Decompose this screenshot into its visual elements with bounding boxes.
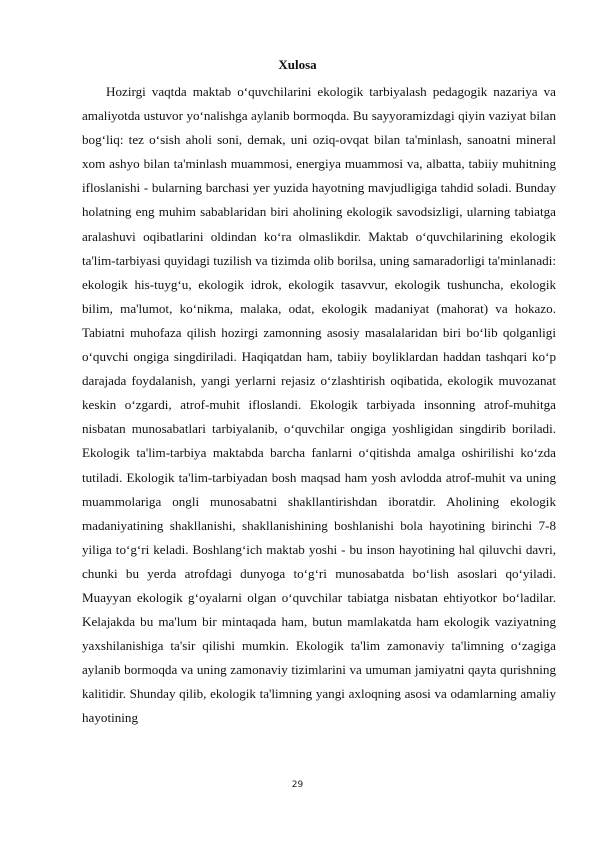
section-title: Xulosa — [278, 57, 317, 72]
body-paragraph: Hozirgi vaqtda maktab o‘quvchilarini ekologik tarbiyalash pedagogik nazariya va amaliyotda ustuvor yo‘nalishga aylanib bormoqda. Bu sayyoramizdagi qiyin vaziyat bilan bog‘liq: tez o‘sish aholi soni, demak, uni oziq-ovqat bilan ta'minlash, sanoatni mineral xom ashyo bilan ta'minlash muammosi, energiya muammosi va, albatta, tabiiy muhitning ifloslanishi - bularning barchasi yer yuzida hayotning mavjudligiga tahdid soladi. Bunday holatning eng muhim sabablaridan biri aholining ekologik savodsizligi, ularning tabiatga aralashuvi oqibatlarini oldindan ko‘ra olmaslikdir. Maktab o‘quvchilarining ekologik ta'lim-tarbiyasi quyidagi tuzilish va tizimda olib borilsa, uning samaradorligi ta'minlanadi: ekologik his-tuyg‘u, ekologik idrok, ekologik tasavvur, ekologik tushuncha, ekologik bilim, ma'lumot, ko‘nikma, malaka, odat, ekologik madaniyat (mahorat) va hokazo. Tabiatni muhofaza qilish hozirgi zamonning asosiy masalalaridan biri bo‘lib qolganligi o‘quvchi ongiga singdiriladi. Haqiqatdan ham, tabiiy boyliklardan haddan tashqari ko‘p darajada foydalanish, yangi yerlarni rejasiz o‘zlashtirish oqibatida, ekologik muvozanat keskin o‘zgardi, atrof-muhit ifloslandi. Ekologik tarbiyada insonning atrof-muhitga nisbatan munosabatlari tarbiyalanib, o‘quvchilar ongiga yoshligidan singdirib boriladi. Ekologik ta'lim-tarbiya maktabda barcha fanlarni o‘qitishda amalga oshirilishi ko‘zda tutiladi. Ekologik ta'lim-tarbiyadan bosh maqsad ham yosh avlodda atrof-muhit va uning muammolariga ongli munosabatni shakllantirishdan iboratdir. Aholining ekologik madaniyatining shakllanishi, shakllanishining boshlanishi bola hayotining birinchi 7-8 yiliga to‘g‘ri keladi. Boshlang‘ich maktab yoshi - bu inson hayotining hal qiluvchi davri, chunki bu yerda atrofdagi dunyoga to‘g‘ri munosabatda bo‘lish asoslari qo‘yiladi. Muayyan ekologik g‘oyalarni olgan o‘quvchilar tabiatga nisbatan ehtiyotkor bo‘ladilar. Kelajakda bu ma'lum bir mintaqada ham, butun mamlakatda ham ekologik vaziyatning yaxshilanishiga ta'sir qilishi mumkin. Ekologik ta'lim zamonaviy ta'limning o‘zagiga aylanib bormoqda va uning zamonaviy tizimlarini va umuman jamiyatni qayta qurishning kalitidir. Shunday qilib, ekologik ta'limning yangi axloqning asosi va odamlarning amaliy hayotining — [82, 84, 556, 726]
page-number: 29 — [291, 780, 304, 790]
